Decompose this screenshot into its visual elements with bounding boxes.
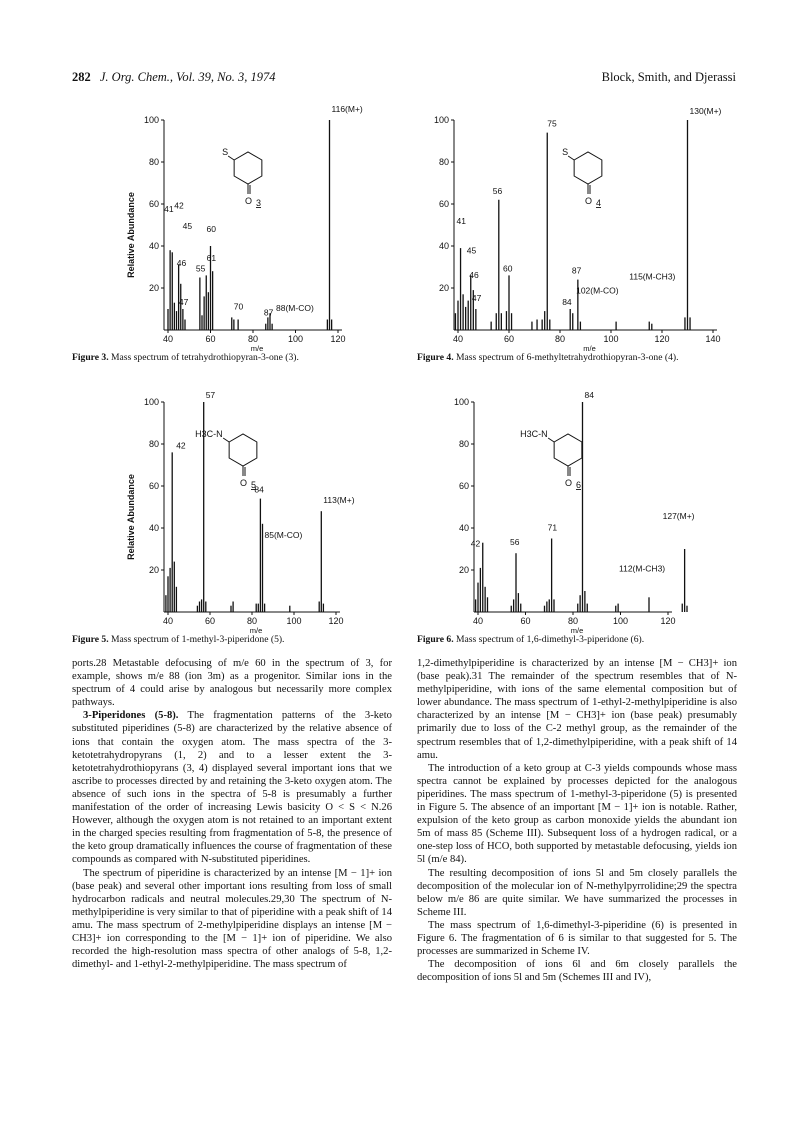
y-tick-label: 60 — [438, 199, 449, 209]
y-tick-label: 80 — [148, 157, 159, 167]
paragraph: 1,2-dimethylpiperidine is characterized by an intense [M − CH3]+ ion (base peak).31 The remainder of the spectrum resembles that of N-methylpiperidine, with ions of the same elemental composition but of lower abundance. The mass spectrum of 1-ethyl-2-methylpiperidine is also characterized by an intense [M − CH3]+ ion (base peak) presumably primarily due to loss of the C-2 methyl group, as the remainder of the spectrum resembles that of 1,2-dimethylpiperidine, with a peak shift of 14 amu. — [417, 658, 737, 761]
peak-label: 41 — [456, 216, 467, 227]
compound-number-label: 3 — [256, 198, 262, 208]
peak-label: 130(M+) — [689, 106, 722, 116]
x-tick-label: 120 — [660, 616, 676, 626]
compound-number-label: 6 — [576, 480, 582, 490]
x-tick-label: 60 — [205, 334, 216, 344]
peak-label: 102(M-CO) — [576, 285, 619, 296]
carbonyl-oxygen-label: O — [565, 478, 573, 488]
caption-label: Figure 6. — [417, 634, 454, 645]
peak-label: 42 — [470, 538, 481, 549]
peak-label: 47 — [471, 293, 482, 303]
peak-label: 115(M-CH3) — [629, 271, 676, 282]
ring-bond — [554, 434, 582, 466]
paragraph: 3-Piperidones (5-8). The fragmentation patterns of the 3-keto substituted piperidines (5-8) are characterized by the relative absence of ions that contain the oxygen atom. The mass spectra of the 3-ketotetrahydropyrans (1, 2) and to a lesser extent the 3-ketotetrahydrothiopyrans (3, 4) displayed several important ions that we ascribe to processes directed by and retaining the 3-keto oxygen atom. The absence of such ions in the spectra of 5-8 is presumably a further manifestation of the order of increasing Lewis basicity O < S < N.26 However, although the oxygen atom is not retained to an important extent in the charged species resulting from fragmentation of 5-8, the presence of the keto group dramatically influences the course of fragmentation of these compounds as compared with N-substituted piperidines. — [72, 710, 392, 866]
paragraph: The resulting decomposition of ions 5l and 5m closely parallels the decomposition of the molecular ion of N-methylpyrrolidine;29 the spectra below m/e 86 are quite similar. We have summarized the processes in Scheme III. — [417, 867, 737, 918]
y-tick-label: 20 — [458, 565, 469, 575]
x-tick-label: 120 — [328, 616, 344, 626]
peak-label: 75 — [547, 118, 557, 129]
peak-label: 116(M+) — [331, 104, 363, 114]
x-axis-label: m/e — [570, 626, 584, 635]
x-tick-label: 80 — [247, 334, 259, 344]
right-column — [417, 657, 737, 984]
substituent-bond — [568, 156, 574, 160]
x-tick-label: 40 — [162, 334, 174, 344]
ring-heteroatom-label: S — [222, 147, 229, 157]
caption-label: Figure 5. — [72, 634, 109, 645]
peak-label: 127(M+) — [662, 511, 695, 521]
carbonyl-oxygen-label: O — [240, 478, 248, 488]
y-tick-label: 60 — [148, 199, 159, 209]
peak-label: 87 — [571, 265, 582, 276]
x-tick-label: 100 — [603, 334, 619, 344]
peak-label: 47 — [178, 297, 189, 307]
x-tick-label: 40 — [162, 616, 174, 626]
x-tick-label: 100 — [286, 616, 302, 626]
figure-5-caption — [72, 634, 392, 646]
ring-heteroatom-label: S — [562, 147, 569, 157]
peak-label: 112(M-CH3) — [619, 563, 666, 574]
figure-3-spectrum — [108, 104, 363, 353]
peak-label: 41 — [164, 204, 174, 215]
y-tick-label: 20 — [148, 565, 159, 575]
ring-bond — [574, 152, 602, 184]
peak-label: 45 — [466, 245, 477, 256]
peak-label: 42 — [174, 200, 184, 211]
ring-heteroatom-label: H3C-N — [195, 429, 223, 439]
x-axis-label: m/e — [250, 344, 264, 353]
figure-6-spectrum — [428, 390, 695, 635]
caption-text: Mass spectrum of 1,6-dimethyl-3-piperidone (6). — [456, 634, 645, 645]
y-tick-label: 80 — [438, 157, 449, 167]
peak-label: 61 — [206, 253, 217, 264]
paragraph: The introduction of a keto group at C-3 yields compounds whose mass spectra cannot be explained by processes depicted for the analogous piperidines. The mass spectrum of 1-methyl-3-piperidone (5) is presented in Figure 5. The absence of an important [M − 1]+ ion is notable. Rather, expulsion of the keto group as carbon monoxide yields the abundant ion 5m of mass 85 (Scheme III). Subsequent loss of a hydrogen radical, or a one-step loss of HCO, both supported by metastable defocusing, yields ion 5l (m/e 84). — [417, 762, 737, 866]
x-tick-label: 140 — [705, 334, 721, 344]
paragraph: The decomposition of ions 6l and 6m closely parallels the decomposition of ions 5l and 5m (Schemes III and IV), — [417, 959, 737, 984]
peak-label: 85(M-CO) — [264, 529, 303, 540]
x-tick-label: 100 — [612, 616, 629, 626]
y-axis-label: Relative Abundance — [126, 192, 136, 278]
substituent-bond — [548, 438, 554, 442]
y-tick-label: 40 — [438, 241, 449, 251]
header-left — [72, 70, 275, 85]
x-tick-label: 120 — [330, 334, 346, 344]
y-tick-label: 20 — [148, 283, 159, 293]
x-tick-label: 60 — [204, 616, 216, 626]
peak-label: 84 — [562, 297, 572, 307]
peak-label: 42 — [176, 440, 186, 451]
ring-heteroatom-label: H3C-N — [520, 429, 548, 439]
y-tick-label: 100 — [143, 397, 159, 407]
ring-bond — [234, 152, 262, 184]
y-axis-label: Relative Abundance — [126, 474, 136, 560]
figure-6 — [428, 390, 695, 635]
paragraph: The spectrum of piperidine is characterized by an intense [M − 1]+ ion (base peak) and several other important ions resulting from loss of small hydrocarbon radicals and neutral molecules.29,30 The spectrum of N-methylpiperidine is very similar to that of piperidine with a peak shift of 14 amu. The mass spectrum of 2-methylpiperidine displays an intense [M − CH3]+ ion corresponding to the [M − 1]+ ion of piperidine. We also recorded the high-resolution mass spectra of other analogs of 5-8, 1,2-dimethyl- and 1-ethyl-2-methylpiperidine. The mass spectrum of — [72, 867, 392, 971]
peak-label: 70 — [233, 301, 244, 312]
compound-number-label: 5 — [251, 480, 257, 490]
caption-text: Mass spectrum of 6-methyltetrahydrothiopyran-3-one (4). — [456, 352, 679, 363]
peak-label: 56 — [492, 185, 503, 196]
substituent-bond — [228, 156, 234, 160]
carbonyl-oxygen-label: O — [585, 196, 593, 206]
caption-label: Figure 4. — [417, 352, 454, 363]
y-tick-label: 80 — [148, 439, 159, 449]
x-tick-label: 80 — [554, 334, 566, 344]
x-axis-label: m/e — [249, 626, 263, 635]
x-tick-label: 100 — [287, 334, 304, 344]
peak-label: 60 — [503, 263, 513, 274]
peak-label: 56 — [510, 537, 520, 548]
peak-label: 87 — [263, 307, 274, 318]
figure-3-caption — [72, 352, 392, 364]
ring-bond — [229, 434, 257, 466]
y-tick-label: 40 — [148, 241, 159, 251]
x-tick-label: 80 — [567, 616, 579, 626]
x-tick-label: 40 — [452, 334, 464, 344]
x-tick-label: 120 — [654, 334, 670, 344]
y-tick-label: 100 — [433, 115, 449, 125]
peak-label: 55 — [195, 263, 206, 274]
figure-4-spectrum — [428, 106, 728, 353]
peak-label: 84 — [584, 390, 594, 400]
y-tick-label: 100 — [143, 115, 159, 125]
figure-6-caption — [417, 634, 739, 646]
peak-label: 113(M+) — [323, 495, 355, 506]
header-authors: Block, Smith, and Djerassi — [601, 70, 736, 84]
carbonyl-oxygen-label: O — [245, 196, 253, 206]
y-tick-label: 60 — [458, 481, 469, 491]
y-tick-label: 20 — [438, 283, 449, 293]
y-tick-label: 40 — [148, 523, 159, 533]
x-axis-label: m/e — [583, 344, 596, 353]
paragraph: The mass spectrum of 1,6-dimethyl-3-piperidine (6) is presented in Figure 6. The fragmentation of 6 is similar to that suggested for 5. The processes are summarized in Scheme IV. — [417, 919, 737, 958]
caption-label: Figure 3. — [72, 352, 109, 363]
figure-3 — [108, 104, 363, 353]
x-tick-label: 80 — [246, 616, 258, 626]
peak-label: 88(M-CO) — [276, 303, 314, 314]
y-tick-label: 80 — [458, 439, 469, 449]
peak-label: 60 — [206, 224, 216, 234]
section-heading: 3-Piperidones (5-8). — [83, 710, 179, 722]
journal-citation: J. Org. Chem., Vol. 39, No. 3, 1974 — [99, 70, 276, 84]
page-header — [72, 70, 736, 88]
peak-label: 84 — [254, 484, 264, 495]
page-number: 282 — [72, 70, 91, 84]
x-tick-label: 60 — [520, 616, 531, 626]
peak-label: 45 — [182, 220, 193, 231]
peak-label: 46 — [469, 270, 479, 281]
y-tick-label: 100 — [453, 397, 469, 407]
x-tick-label: 60 — [503, 334, 515, 344]
caption-text: Mass spectrum of tetrahydrothiopyran-3-one (3). — [111, 352, 299, 363]
figure-5-spectrum — [108, 390, 358, 635]
y-tick-label: 40 — [458, 523, 469, 533]
substituent-bond — [223, 438, 229, 442]
peak-label: 57 — [205, 390, 216, 400]
peak-label: 46 — [176, 257, 187, 268]
figure-4 — [428, 106, 728, 353]
x-tick-label: 40 — [472, 616, 484, 626]
y-tick-label: 60 — [148, 481, 159, 491]
left-column — [72, 657, 392, 971]
peak-label: 71 — [547, 522, 558, 533]
figure-4-caption — [417, 352, 739, 364]
caption-text: Mass spectrum of 1-methyl-3-piperidone (5). — [111, 634, 285, 645]
paragraph: ports.28 Metastable defocusing of m/e 60 in the spectrum of 3, for example, shows m/e 88 (ion 3m) as a progenitor. Similar ions in the spectrum of 4 could arise by analogous but necessarily more complex pathways. — [72, 658, 392, 709]
compound-number-label: 4 — [596, 198, 602, 208]
figure-5 — [108, 390, 358, 635]
